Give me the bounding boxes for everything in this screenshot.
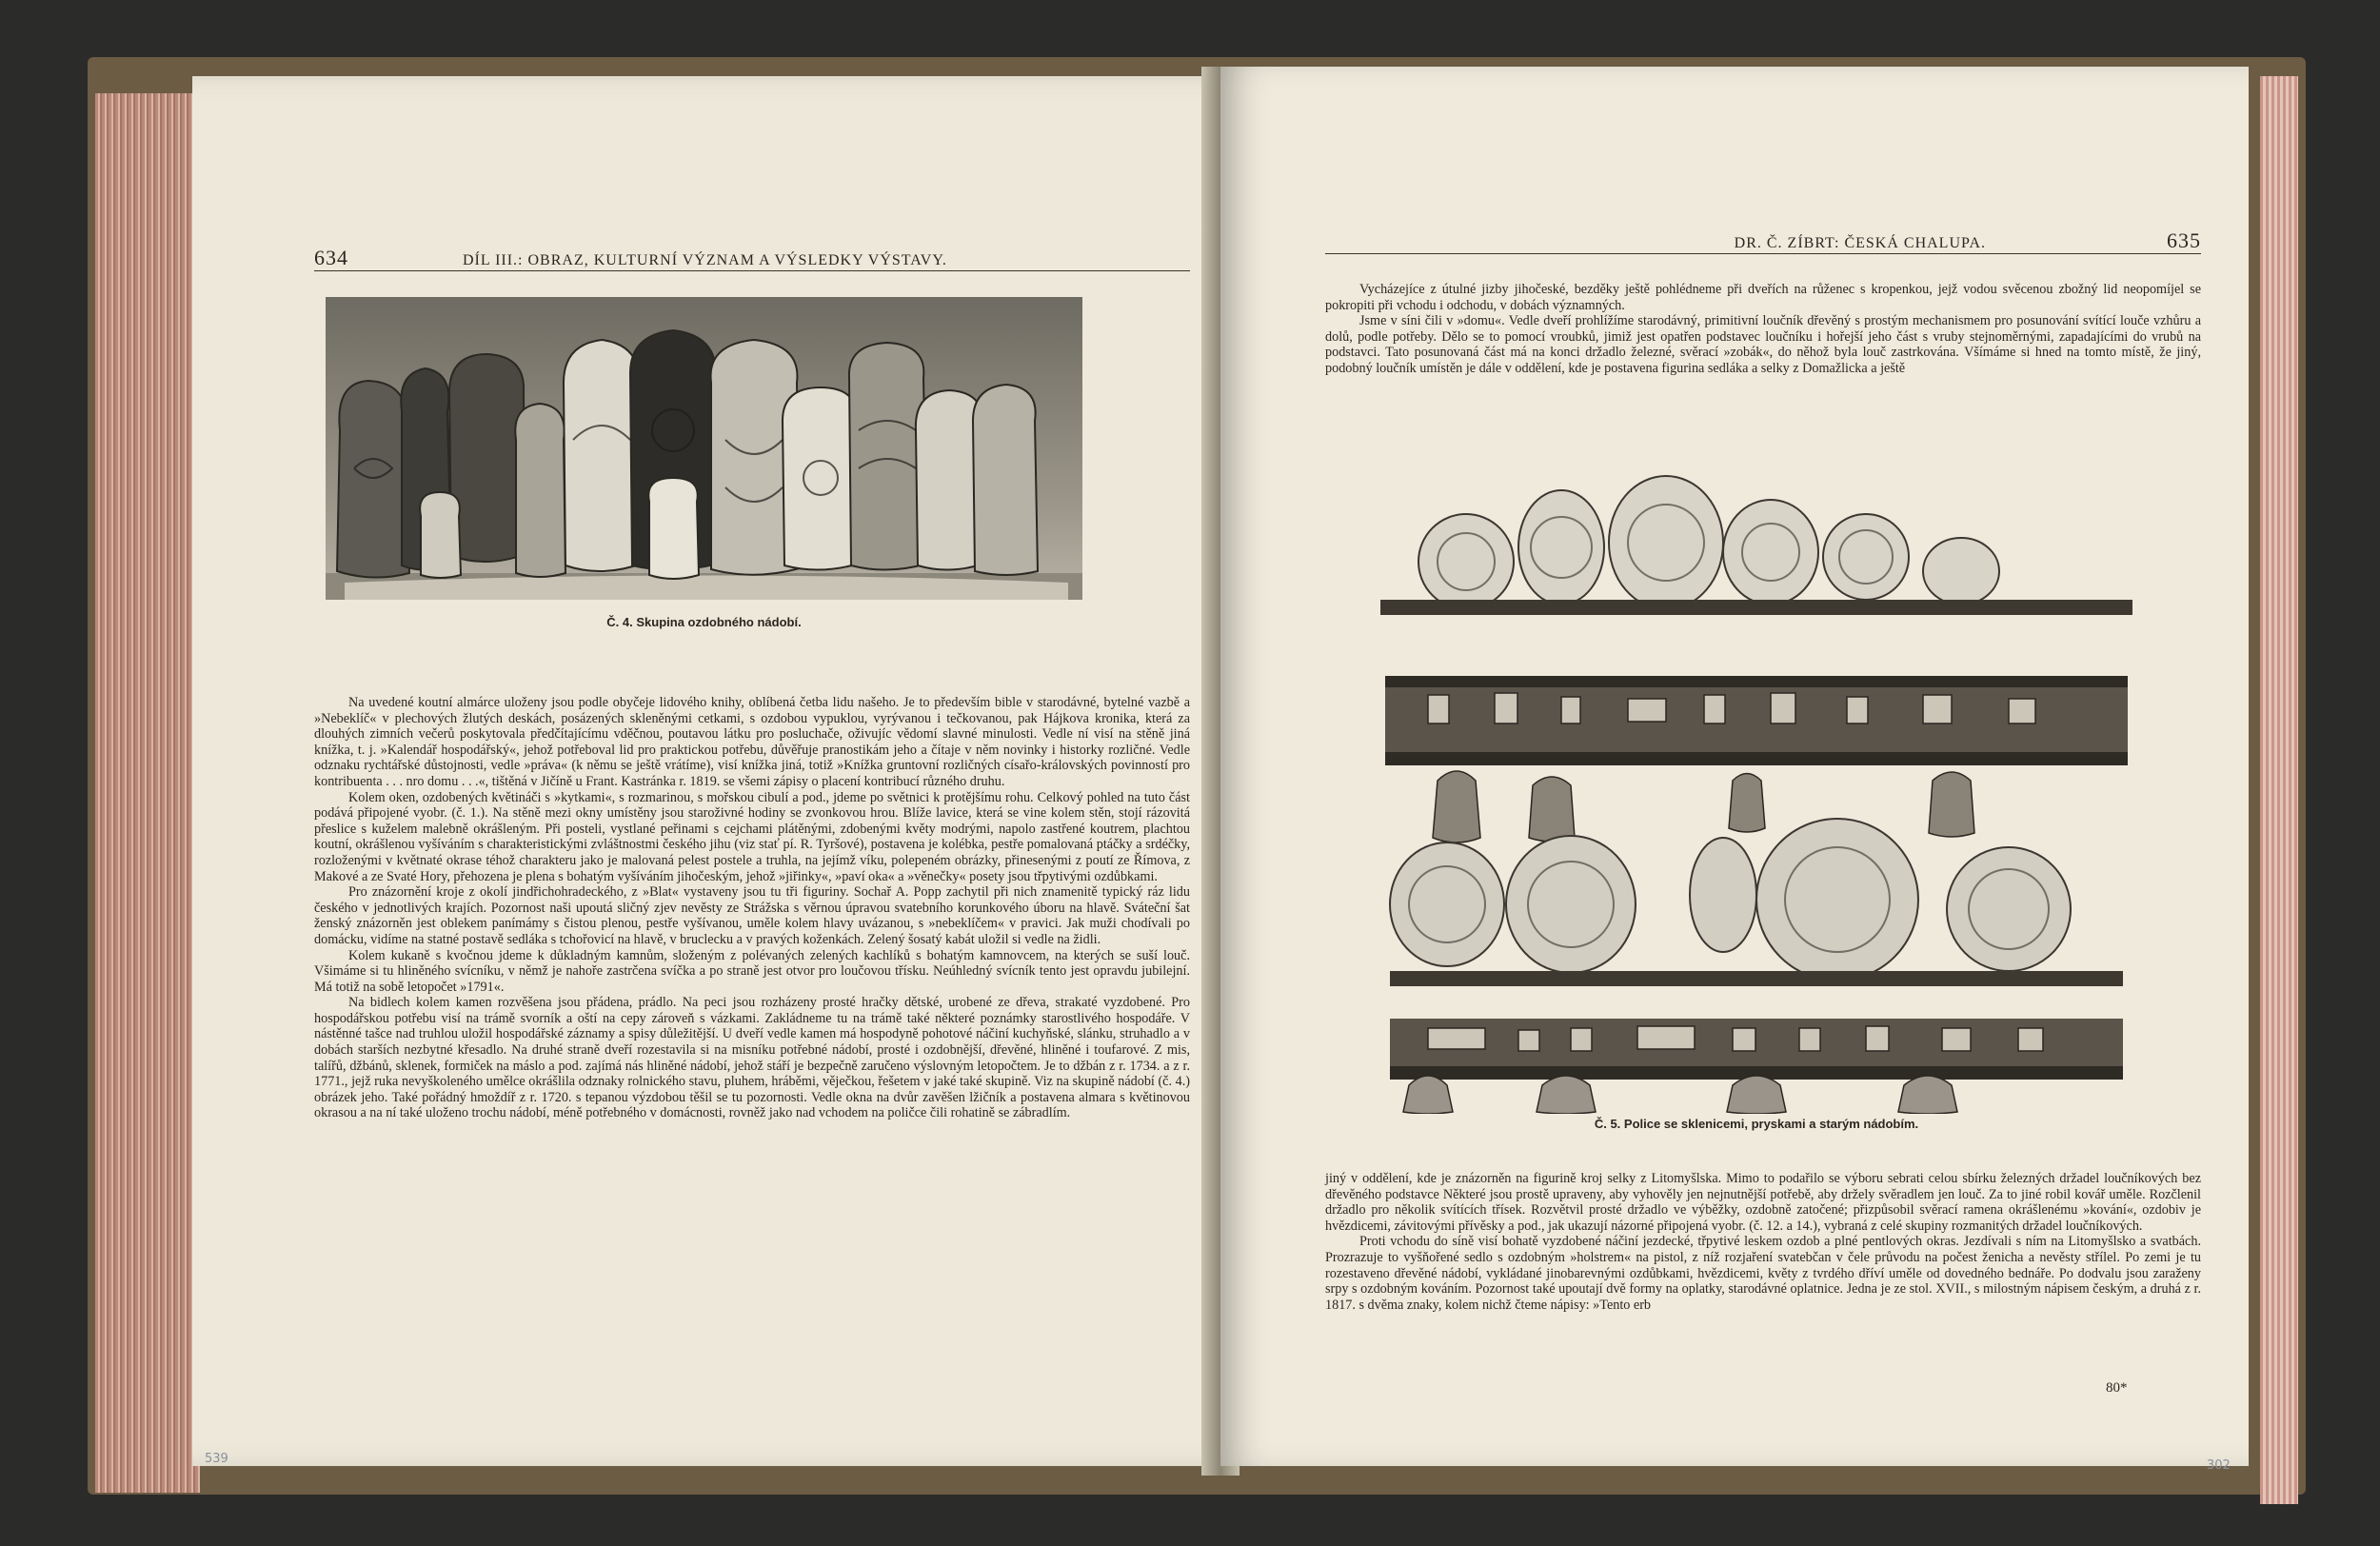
paragraph: jiný v oddělení, kde je znázorněn na figurině kroj selky z Litomyšlska. Mimo to podařilo se výboru sebrati celou sbírku železných držadel loučníkových bez dřevěného podstavce Některé jsou prostě upraveny, aby vyhověly jen nejnutnější potřebě, aby držely svěradlem jen louč. Za to jiné robil kovář uměle. Rozčlenil držadlo pro několik svítících třísek. Rozvětvil prosté držadlo ve výběžky, ozdobně zatočené; přizpůsobil svěrací ramena okrášlenému »kování«, ozdobiv je hvězdicemi, závitovými přívěsky a pod., jak ukazují názorné připojená vyobr. (č. 12. a 14.), vybraná z celé skupiny rozmanitých držadel loučníkových. [1325, 1171, 2201, 1234]
paragraph: Kolem oken, ozdobených květináči s »kytkami«, s rozmarinou, s mořskou cibulí a pod., jdeme po světnici k protějšímu rohu. Celkový pohled na tuto část podává připojené vyobr. (č. 1.). Na stěně mezi okny umístěny jsou staroživné hodiny se zvonkovou hrou. Blíže lavice, která se vine kolem stěn, stojí rázovitá přeslice s kuželem malebně okrášleným. Při posteli, vystlané peřinami s cejchami plátěnými, zdobenými květy modrými, napolo zastřené koutrem, plachtou koutní, okrášlenou vyšíváním s charakteristickými zvláštnostmi českého jihu (viz stať pí. R. Tyršové), postavena je kolébka, pestře pomalovaná ptáčky a srdéčky, rozloženými v květnaté okrase téhož charakteru jako je malovaná pelest postele a truhla, na jejímž víku, polepeném obrázky, přinesenými z poutí ze Římova, z Makové a ze Svaté Hory, přehozena je plena s bohatým vyšíváním jihočeským, jehož »jiřinky«, »paví oka« a »věnečky« posety jsou třpytivými ozdůbkami. [314, 789, 1190, 884]
right-running-title: DR. Č. ZÍBRT: ČESKÁ CHALUPA. [1734, 235, 1986, 251]
paragraph: Jsme v síni čili v »domu«. Vedle dveří prohlížíme starodávný, primitivní loučník dřevěný s prostým mechanismem pro posunování svítící louče vzhůru a dolů, podle potřeby. Dělo se to pomocí vroubků, jimiž jest opatřen podstavec loučníku i hořejší jeho část s vruby stejnoměrnými, zapadajícími do vrubů na podstavci. Tato posunovaná část má na konci držadlo železné, svěrací »zobák«, do něhož byla louč zastrkována. Všímáme si hned na tomto místě, že jiný, podobný loučník umístěn je dále v oddělení, kde je postavena figurina sedláka a selky z Domažlicka a ještě [1325, 313, 2201, 376]
paragraph: Kolem kukaně s kvočnou jdeme k důkladným kamnům, složeným z polévaných zelených kachlíků s bohatým kamnovcem, na kterých se suší louč. Všimáme si tu hliněného svícníku, v němž je nahoře zastrčena svíčka a po straně jest otvor pro loučovou třísku. Neúhledný svícník tento jest opravdu jubilejní. Má totiž na sobě letopočet »1791«. [314, 947, 1190, 995]
paragraph: Proti vchodu do síně visí bohatě vyzdobené náčiní jezdecké, třpytivé leskem ozdob a plné pentlových okras. Jezdívali s ním na Litomyšlsko a svatbách. Prozrazuje to vyšňořené sedlo s ozdobným »holstrem« na pistol, z níž rozjaření svatebčan v čele průvodu na počest ženicha a nevěsty střílel. Po zemi je tu rozestaveno dřevěné nádobí, vykládané jinobarevnými ozdůbkami, hvězdicemi, květy z tvrdého dříví uměle od dovedného bednáře. Po dodvalu jsou zaraženy srpy s ozdobným kováním. Pozornost také upoutají dvě formy na oplatky, starodávné oplatnice. Jedna je ze stol. XVII., s milostným nápisem českým, a druhá z r. 1817. s dvěma znaky, kolem nichž čteme nápisy: »Tento erb [1325, 1234, 2201, 1313]
pottery-photo [326, 297, 1082, 600]
left-body-text [314, 695, 1190, 1121]
page-edges-right [2260, 76, 2298, 1504]
header-rule [314, 270, 1190, 271]
signature-mark: 80* [2106, 1380, 2128, 1396]
header-rule [1325, 253, 2201, 254]
open-book [88, 57, 2306, 1495]
pottery-illustration [326, 297, 1082, 600]
figure-5-caption: Č. 5. Police se sklenicemi, pryskami a starým nádobím. [1594, 1117, 1919, 1131]
paragraph: Na uvedené koutní almárce uloženy jsou podle obyčeje lidového knihy, oblíbená četba lidu našeho. Je to především bible v starodávné, bytelné vazbě a »Nebeklíč« v plechových žlutých deskách, posázených skleněnými cetkami, s ozdobou vypuklou, vyrývanou i tečkovanou, pak Hájkova kronika, která za dlouhých zimních večerů poskytovala předčítajícímu vděčnou, poutavou látku pro posluchače, oživujíc vědomí slavné minulosti. Vedle ní visí na stěně jiná knížka, t. j. »Kalendář hospodářský«, jehož potřeboval lid pro praktickou potřebu, důvěřuje pranostikám jeho a čítaje v něm novinky i historky rozličné. Vedle odznaku rychtářské důstojnosti, vedle »práva« (k němu se ještě vrátíme), visí knížka jiná, totiž »Knížka gruntovní rozličných císařo-královských povinností pro kontribuenta . . . nro domu . . .«, tištěná v Jičíně u Frant. Kastránka r. 1819. se všemi zápisy o placení kontribucí různého druhu. [314, 695, 1190, 789]
right-body-text-top [1325, 282, 2201, 377]
pencil-mark-left: 539 [205, 1452, 228, 1466]
left-page [192, 76, 1297, 1466]
paragraph: Na bidlech kolem kamen rozvěšena jsou přádena, prádlo. Na peci jsou rozházeny prosté hračky dětské, urobené ze dřeva, strakaté vyzdobené. Pro hospodářskou potřebu visí na trámě svorník a oští na cepy zároveň s vázkami. Zakládneme tu na trámě také některé poznámky starostlivého hospodáře. V nástěnné tašce nad truhlou uložil hospodářské záznamy a spisy důležitější. U dveří vedle kamen má hospodyně pohotové náčiní kuchyňské, slánku, struhadlo a v dobách starších nezbytné křesadlo. Na druhé straně dveří rozestavila si na misníku potřebné nádobí, prosté i ozdobnější, dřevěné, hliněné i toufarové. Z mis, talířů, džbánů, sklenek, formiček na máslo a pod. zajímá nás hliněné nádobí, jehož stáří je bezpečně zaručeno výslovným letopočtem. Je to džbán z r. 1734. a z r. 1771., jejž ruka nevyškoleného umělce okrášlila odznaky rolnického stavu, pluhem, hráběmi, věječkou, řešetem v jaké také skupině. Viz na skupině nádobí (č. 4.) obrázek jeho. Také pořádný hmoždíř z r. 1720. s tepanou výzdobou těšil se tu pozornosti. Vedle okna na dvůr zavěšen lžičník a postavena almara s květinovou okrasou a na ní také uloženo trochu nádobí, méně potřebného v domácnosti, rovněž jako nad vchodem na poličce čili rohatině se zábradlím. [314, 995, 1190, 1121]
pencil-mark-right: 302 [2207, 1458, 2231, 1473]
left-page-number: 634 [314, 246, 348, 269]
page-edges-left [95, 93, 200, 1493]
left-running-head [314, 246, 947, 270]
shelf-photo [1352, 466, 2161, 1114]
right-body-text-bottom [1325, 1171, 2201, 1313]
paragraph: Vycházejíce z útulné jizby jihočeské, bezděky ještě pohlédneme při dveřích na růženec s kropenkou, jejž vodou svěcenou zbožný lid neopomíjel se pokropiti při vchodu i odchodu, v dobách významných. [1325, 282, 2201, 313]
right-page-number: 635 [2167, 228, 2201, 252]
right-running-head [1325, 228, 2201, 253]
shelf-illustration [1352, 466, 2161, 1114]
paragraph: Pro znázornění kroje z okolí jindřichohradeckého, z »Blat« vystaveny jsou tu tři figuriny. Sochař A. Popp zachytil při nich znamenitě typický ráz lidu českého v jednotlivých krajích. Pozornost naši upoutá sličný zjev nevěsty ze Strážska s věrnou úpravou svatebního korunkového úboru na hlavě. Sváteční šat ženský znázorněn jest oblekem panímámy s čistou plenou, pestře vyšívanou, uměle kolem hlavy uvázanou, s »nebeklíčem« v pravici. Jak muži chodívali po domácku, vidíme na statné postavě sedláka s tchořovicí na hlavě, v bruclecku a v pravých koženkách. Zelený šosatý kabát uložil si vedle na židli. [314, 884, 1190, 947]
right-page [1220, 67, 2249, 1466]
figure-4-caption: Č. 4. Skupina ozdobného nádobí. [606, 615, 802, 629]
left-running-title: DÍL III.: OBRAZ, KULTURNÍ VÝZNAM A VÝSLEDKY VÝSTAVY. [463, 252, 947, 268]
